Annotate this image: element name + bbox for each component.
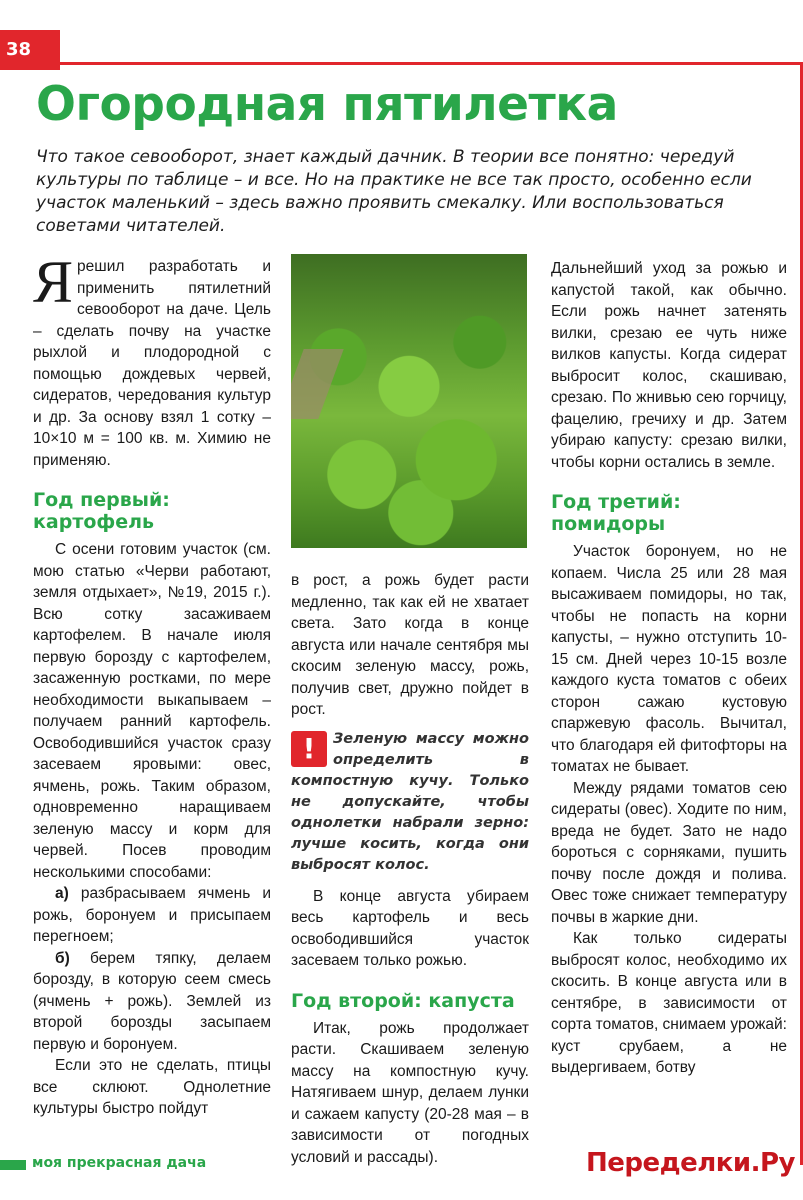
year1-paragraph-2: Если это не сделать, птицы все склюют. Однолетние культуры быстро пойдут	[33, 1057, 271, 1117]
top-rule	[60, 62, 803, 65]
column-2	[291, 570, 529, 1168]
year2-paragraph-1: Итак, рожь продолжает расти. Скашиваем зеленую массу на компостную кучу. Натягиваем шнур, делаем лунки и сажаем капусту (20-28 мая – в зависимости от погодных условий и рассады).	[291, 1019, 529, 1166]
year1-item-b	[33, 948, 271, 1056]
year1-paragraph-1: С осени готовим участок (см. мою статью «Черви работают, земля отдыхает», №19, 2015 г.). Всю сотку засаживаем картофелем. В начале июля первую борозду с картофелем, засаженную ростками, по мере необходимости выкапываем – получаем ранний картофель. Освободившийся участок сразу засеваем яровыми: овес, ячмень, рожь. Таким образом, одновременно наращиваем зеленую массу и корм для червей. Посев проводим несколькими способами:	[33, 541, 271, 881]
warning-note-text: Зеленую массу можно определить в компостную кучу. Только не допускайте, чтобы однолетки набрали зерно: лучше косить, когда они выбросят колос.	[291, 730, 529, 873]
year1-paragraph-4: В конце августа убираем весь картофель и весь освободившийся участок засеваем только рожью.	[291, 887, 529, 969]
site-watermark: Переделки.Ру	[585, 1148, 795, 1178]
article-lead: Что такое севооборот, знает каждый дачник. В теории все понятно: чередуй культуры по таблице – и все. Но на практике не все так просто, особенно если участок маленький – здесь важно проявить смекалку. Или воспользоваться советами читателей.	[36, 147, 752, 236]
magazine-name: моя прекрасная дача	[32, 1155, 207, 1171]
footer-bar	[0, 1160, 26, 1170]
year3-paragraph-3: Как только сидераты выбросят колос, необходимо их скосить. В конце августа или в сентябре, в зависимости от сорта томатов, снимаем урожай: куст срубаем, а не выдергиваем, ботву	[551, 930, 787, 1076]
item-b-label: б)	[55, 949, 70, 967]
column-3	[551, 258, 787, 1079]
heading-year-2: Год второй: капуста	[291, 989, 515, 1012]
cabbage-bed-photo	[291, 254, 527, 548]
intro-text: решил разработать и применить пятилетний севооборот на даче. Цель – сделать почву на участке рыхлой и плодородной с помощью дождевых червей, сидератов, чередования культур и др. За основу взял 1 сотку – 10×10 м = 100 кв. м. Химию не применяю.	[33, 258, 271, 469]
heading-year-1: Год первый: картофель	[33, 489, 170, 533]
item-b-text: берем тяпку, делаем борозду, в которую сеем смесь (ячмень + рожь). Землей из второй борозды засыпаем первую и боронуем.	[33, 949, 271, 1053]
item-a-label: а)	[55, 885, 69, 902]
year2-paragraph-2: Дальнейший уход за рожью и капустой такой, как обычно. Если рожь начнет затенять вилки, срезаю ее чуть ниже вилков капусты. Когда сидерат выбросит колос, скашиваю, срезаю. По жнивью сею горчицу, фацелию, гречиху и др. Затем убираю капусту: срезаю вилки, чтобы корни остались в земле.	[551, 260, 787, 471]
drop-cap: Я	[33, 249, 74, 315]
year1-item-a	[33, 883, 271, 948]
year3-paragraph-2: Между рядами томатов сею сидераты (овес). Ходите по ним, вреда не будет. Зато не надо бороться с сорняками, пушить почву после дождя и полива. Овес тоже снижает температуру почвы в жаркие дни.	[551, 779, 787, 926]
item-a-text: разбрасываем ячмень и рожь, боронуем и присыпаем перегноем;	[33, 885, 271, 945]
soil-path	[291, 349, 344, 419]
year3-paragraph-1: Участок боронуем, но не копаем. Числа 25 или 28 мая высаживаем помидоры, но так, чтобы не попасть на корни капусты, – нужно отступить 10-15 см. Дней через 10-15 возле каждого куста томатов с обеих сторон сажаю кустовую спаржевую фасоль. Вычитал, что благодаря ей фитофторы на томатах не бывает.	[551, 543, 787, 775]
warning-note	[291, 729, 529, 876]
heading-year-3: Год третий: помидоры	[551, 491, 681, 535]
article-title: Огородная пятилетка	[36, 77, 618, 132]
column-1	[33, 249, 271, 1120]
intro-paragraph	[33, 249, 271, 471]
page-number: 38	[0, 30, 60, 70]
year1-paragraph-3: в рост, а рожь будет расти медленно, так как ей не хватает света. Зато когда в конце августа или начале сентября мы скосим зеленую массу, рожь, получив свет, дружно пойдет в рост.	[291, 572, 529, 718]
exclamation-icon: !	[291, 731, 327, 767]
